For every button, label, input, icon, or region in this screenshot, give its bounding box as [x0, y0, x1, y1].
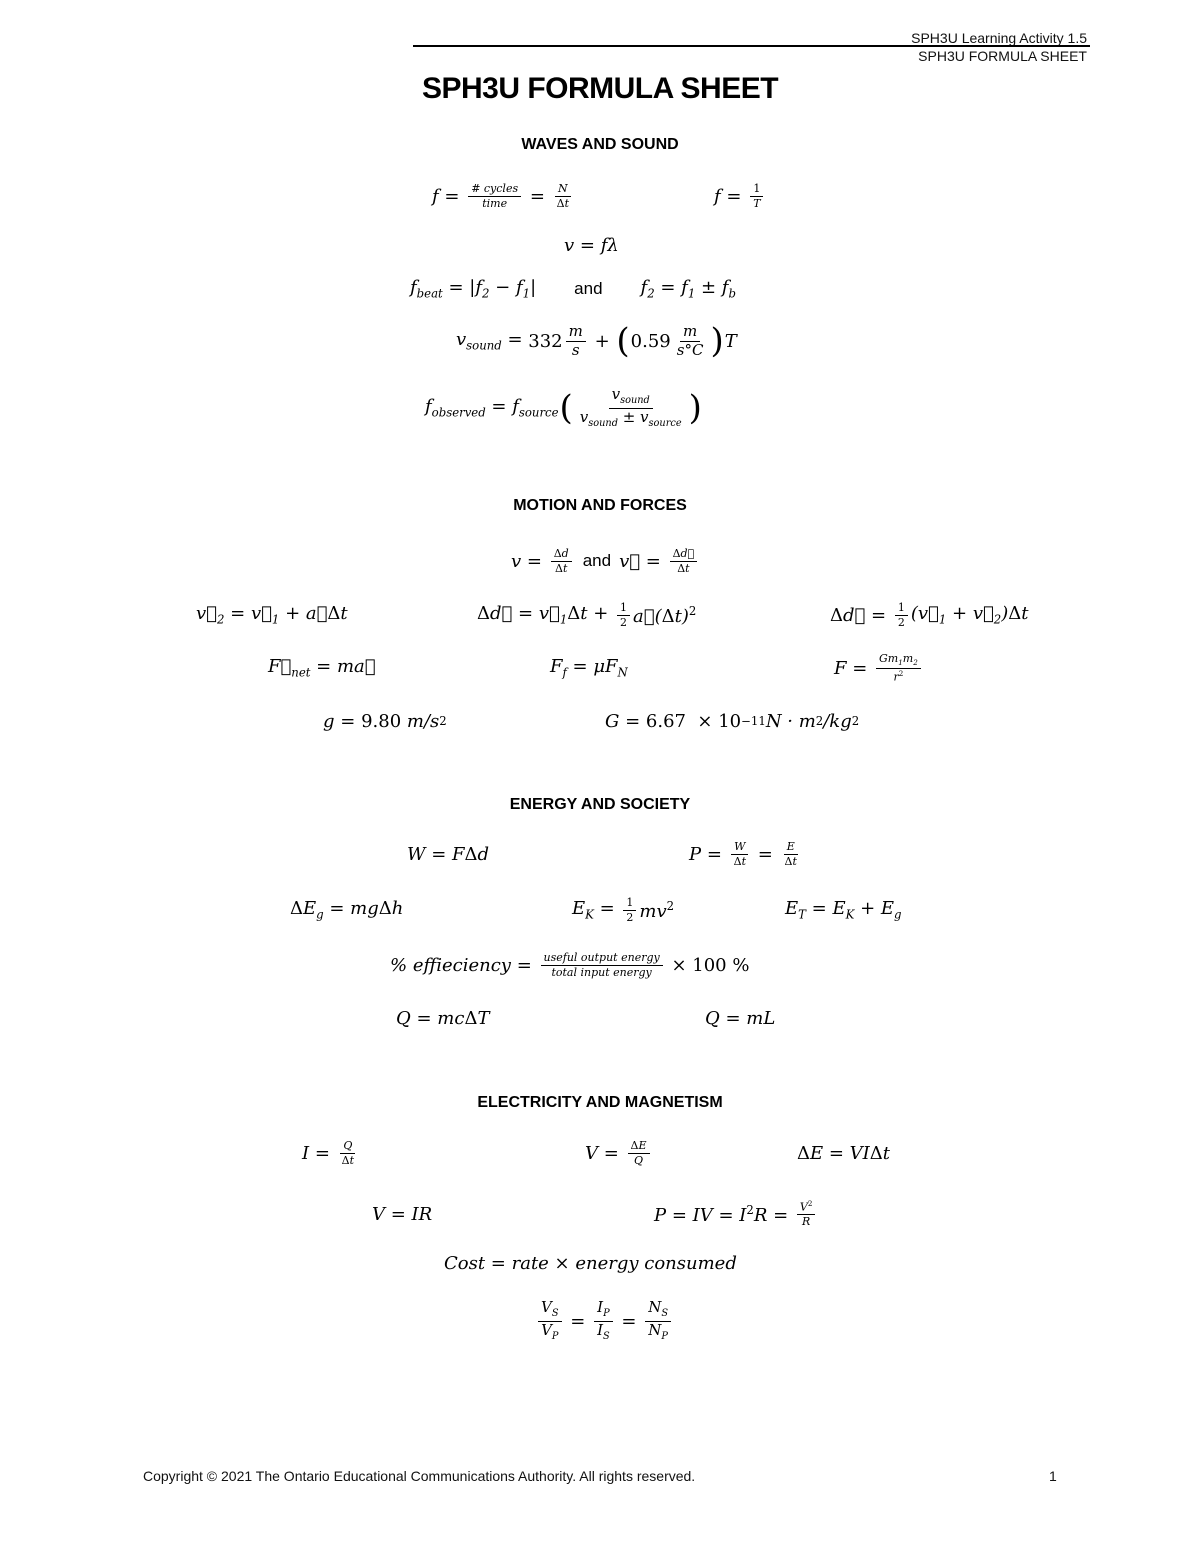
- doppler-formula: $f_{observed} = f_{source}$ ( $\frac{v_{sound}}{v_{sound} \pm v_{source}}$ ): [425, 385, 702, 429]
- header-activity-label: SPH3U Learning Activity 1.5: [911, 30, 1087, 46]
- potential-energy-formula: $\Delta E_g = mg\Delta h$: [290, 898, 404, 922]
- frequency-period-formula: f = $\frac{1}{T}$: [714, 169, 767, 223]
- header-rule: [413, 45, 1090, 47]
- formula-row: [0, 1294, 1200, 1348]
- net-force-formula: $F⃗_{net}$ = ma⃗: [268, 656, 376, 680]
- section-heading-electricity: ELECTRICITY AND MAGNETISM: [477, 1094, 723, 1111]
- efficiency-denominator: total input energy: [551, 965, 652, 979]
- formula-row: [0, 381, 1200, 435]
- beat-frequency-formula: $f_{beat} = |f_2 - f_1|$ and $f_2 = f_1 \pm f_b$: [410, 277, 736, 301]
- efficiency-formula: % effieciency = $\frac{\text{useful output energy}}{\text{total input energy}}$ × 100 %: [390, 950, 750, 979]
- velocity-formula: v = $\frac{\Delta d}{\Delta t}$ and v⃗ = $\frac{\Delta d⃗}{\Delta t}$: [511, 534, 700, 588]
- G-value: 6.67: [645, 710, 686, 732]
- page-number: 1: [1049, 1468, 1057, 1484]
- g-value: 9.80: [361, 710, 402, 732]
- power-formula: P = $\frac{W}{\Delta t}$ = $\frac{E}{\Delta t}$: [689, 839, 797, 868]
- copyright-notice: Copyright © 2021 The Ontario Educational Communications Authority. All rights reserved.: [143, 1468, 696, 1484]
- heat-formula: Q = mcΔT: [396, 1007, 490, 1029]
- page-title: SPH3U FORMULA SHEET: [421, 72, 779, 105]
- section-heading-energy: ENERGY AND SOCIETY: [509, 796, 691, 813]
- displacement-average-velocity-formula: Δd⃗ = $\frac{1}{2}$ ($v⃗_1$ + $v⃗_2)\Delta t$: [830, 600, 1029, 629]
- formula-row: [0, 694, 1200, 748]
- and-connector: and: [582, 551, 612, 570]
- displacement-acceleration-formula: Δd⃗ = $v⃗_1\Delta t$ + $\frac{1}{2}$ $a⃗(\Delta t)^2$: [477, 600, 697, 629]
- wave-speed-formula: v = fλ: [564, 234, 619, 256]
- sound-base-value: 332: [528, 330, 563, 352]
- section-heading-motion: MOTION AND FORCES: [513, 497, 687, 514]
- G-unit: N · m: [765, 710, 816, 732]
- efficiency-numerator: useful output energy: [541, 952, 663, 966]
- formula-row: [0, 641, 1200, 695]
- speed-of-sound-formula: $v_{sound}$ = 332 $\frac{m}{s}$ + ( 0.59 $\frac{m}{s^\circ C}$ ) T: [456, 321, 737, 361]
- G-exponent: −11: [741, 714, 766, 728]
- kinetic-energy-formula: $E_K$ = $\frac{1}{2}$ $mv^2$: [572, 895, 675, 924]
- header-sheet-label: SPH3U FORMULA SHEET: [918, 48, 1087, 64]
- formula-row: [0, 169, 1200, 223]
- formula-row: [0, 883, 1200, 937]
- sound-coefficient-value: 0.59: [630, 330, 671, 352]
- formula-row: [0, 1236, 1200, 1290]
- formula-row: [0, 314, 1200, 368]
- formula-row: [0, 991, 1200, 1045]
- electrical-energy-formula: ΔE = VIΔt: [797, 1142, 891, 1164]
- latent-heat-formula: Q = mL: [705, 1007, 776, 1029]
- formula-row: [0, 534, 1200, 588]
- total-energy-formula: $E_T = E_K + E_g$: [785, 898, 902, 922]
- efficiency-label: % effieciency: [390, 954, 511, 976]
- efficiency-percent: × 100 %: [671, 954, 750, 976]
- g-unit: m/s: [406, 710, 440, 732]
- friction-formula: $F_f = \mu F_N$: [550, 656, 628, 680]
- and-connector: and: [574, 279, 603, 298]
- current-formula: I = $\frac{Q}{\Delta t}$: [302, 1138, 355, 1167]
- formula-row: [0, 938, 1200, 992]
- formula-row: [0, 588, 1200, 642]
- formula-row: [0, 262, 1200, 316]
- section-heading-waves: WAVES AND SOUND: [521, 136, 679, 153]
- work-formula: W = FΔd: [407, 843, 490, 865]
- frequency-formula: f = $\frac{\text{\# cycles}}{\text{time}}$ = $\frac{N}{\Delta t}$: [432, 181, 570, 210]
- transformer-formula: $\frac{V_S}{V_P}$ = $\frac{I_P}{I_S}$ = $\frac{N_S}{N_P}$: [535, 1294, 674, 1348]
- final-velocity-formula: $v⃗_2$ = $v⃗_1$ + a⃗Δt: [196, 603, 348, 627]
- ohms-law-formula: V = IR: [372, 1203, 433, 1225]
- gravitational-constant-G: G = 6.67 × 10 −11 N · m 2 /kg 2: [605, 710, 860, 732]
- gravity-constant-g: g = 9.80 m/s 2: [323, 710, 447, 732]
- formula-row: [0, 1126, 1200, 1180]
- formula-row: [0, 1187, 1200, 1241]
- gravitation-formula: F = $\frac{Gm_1m_2}{r^2}$: [834, 641, 924, 695]
- potential-difference-formula: V = $\frac{\Delta E}{Q}$: [585, 1126, 653, 1180]
- cost-formula: [444, 1236, 737, 1290]
- formula-row: [0, 827, 1200, 881]
- electric-power-formula: P = IV = $I^2R$ = $\frac{V^2}{R}$: [654, 1187, 818, 1241]
- cost-formula-text: Cost = rate × energy consumed: [444, 1252, 737, 1274]
